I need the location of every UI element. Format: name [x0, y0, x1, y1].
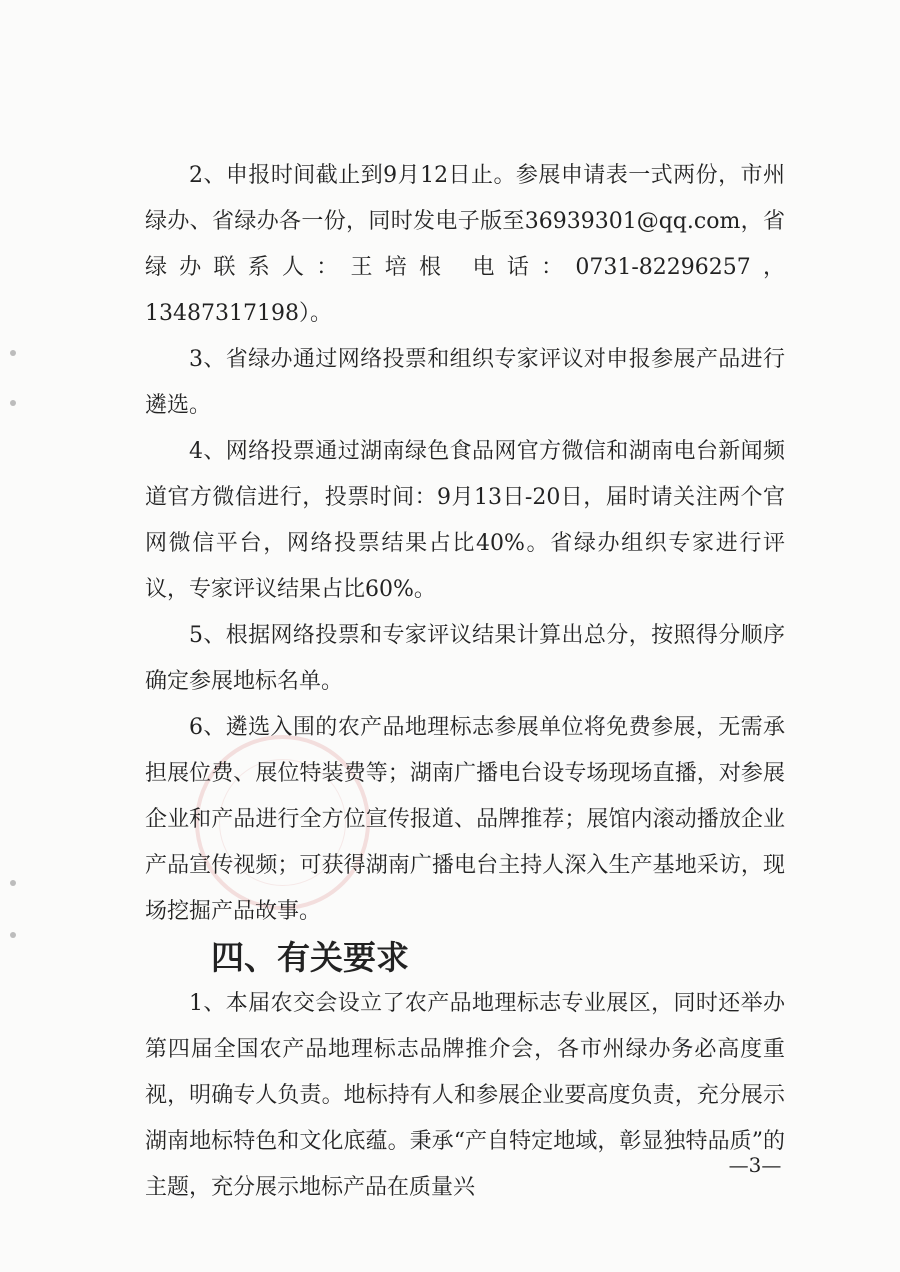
- binding-hole: [10, 932, 16, 938]
- document-body: [145, 153, 785, 1211]
- binding-hole: [10, 880, 16, 886]
- paragraph-item-6: 6、遴选入围的农产品地理标志参展单位将免费参展，无需承担展位费、展位特装费等；湖南广播电台设专场现场直播，对参展企业和产品进行全方位宣传报道、品牌推荐；展馆内滚动播放企业产品宣传视频；可获得湖南广播电台主持人深入生产基地采访，现场挖掘产品故事。: [145, 715, 785, 924]
- binding-hole: [10, 350, 16, 356]
- paragraph-item-2: 2、申报时间截止到9月12日止。参展申请表一式两份，市州绿办、省绿办各一份，同时发电子版至36939301@qq.com，省绿办联系人：王培根 电话：0731-82296257，13487317198）。: [145, 163, 785, 326]
- binding-hole: [10, 400, 16, 406]
- section-heading: 四、有关要求: [211, 938, 409, 977]
- paragraph-item-3: 3、省绿办通过网络投票和组织专家评议对申报参展产品进行遴选。: [145, 347, 785, 418]
- page-number: —3—: [728, 1153, 782, 1177]
- paragraph-item-5: 5、根据网络投票和专家评议结果计算出总分，按照得分顺序确定参展地标名单。: [145, 623, 785, 694]
- paragraph-item-4: 4、网络投票通过湖南绿色食品网官方微信和湖南电台新闻频道官方微信进行，投票时间：9月13日-20日，届时请关注两个官网微信平台，网络投票结果占比40%。省绿办组织专家进行评议，专家评议结果占比60%。: [145, 439, 785, 602]
- requirements-paragraph-1: 1、本届农交会设立了农产品地理标志专业展区，同时还举办第四届全国农产品地理标志品牌推介会，各市州绿办务必高度重视，明确专人负责。地标持有人和参展企业要高度负责，充分展示湖南地标特色和文化底蕴。秉承“产自特定地域，彰显独特品质”的主题，充分展示地标产品在质量兴: [145, 991, 785, 1200]
